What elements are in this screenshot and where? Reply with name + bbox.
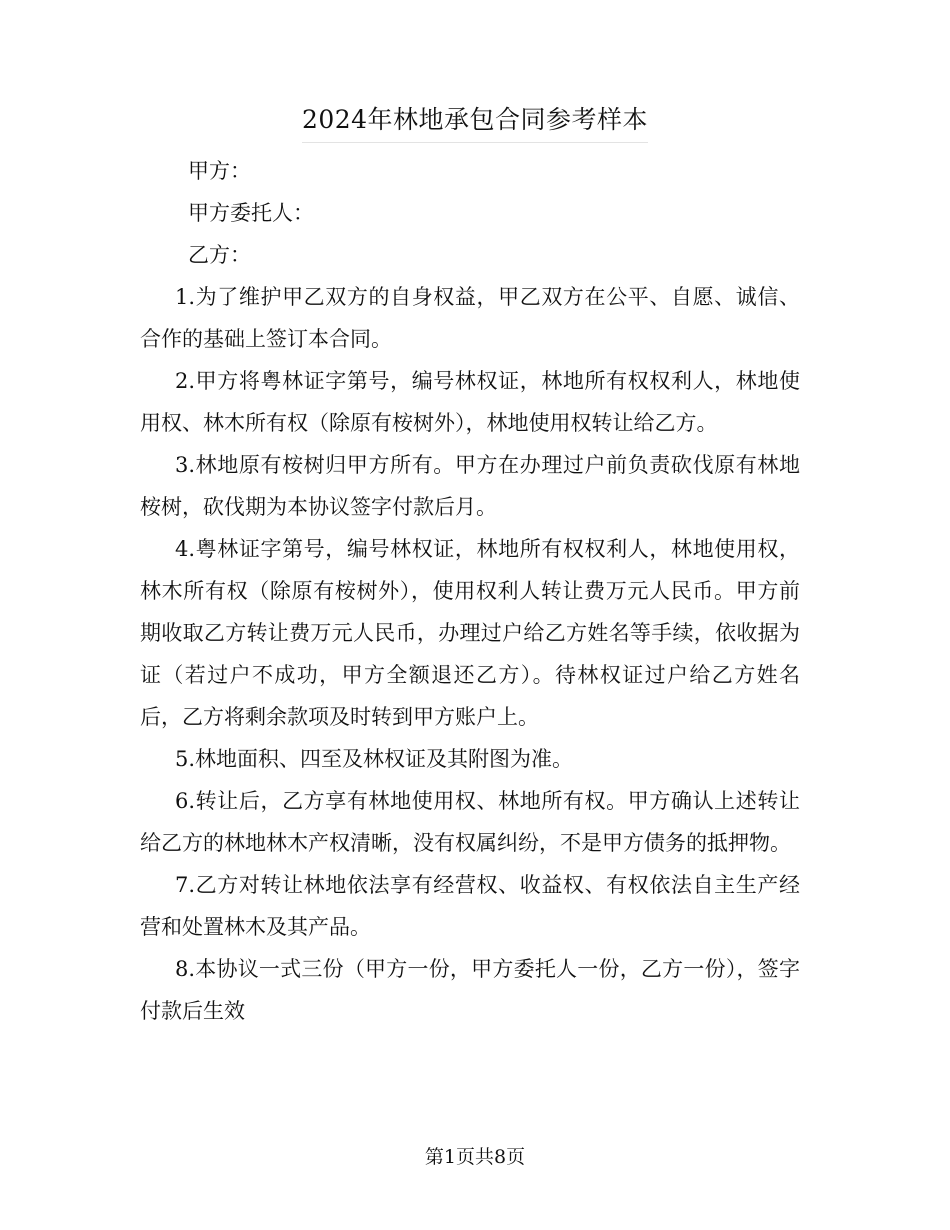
clause-3: 3.林地原有桉树归甲方所有。甲方在办理过户前负责砍伐原有林地桉树，砍伐期为本协议签字付款后月。	[140, 453, 800, 519]
party-a-agent: 甲方委托人：	[188, 201, 314, 225]
party-b: 乙方：	[188, 243, 251, 267]
clause-7: 7.乙方对转让林地依法享有经营权、收益权、有权依法自主生产经营和处置林木及其产品。	[140, 873, 800, 939]
document-body	[140, 150, 800, 1032]
clause-4: 4.粤林证字第号，编号林权证，林地所有权权利人，林地使用权，林木所有权（除原有桉树外），使用权利人转让费万元人民币。甲方前期收取乙方转让费万元人民币，办理过户给乙方姓名等手续，依收据为证（若过户不成功，甲方全额退还乙方）。待林权证过户给乙方姓名后，乙方将剩余款项及时转到甲方账户上。	[140, 537, 800, 729]
page-number: 第1页共8页	[424, 1146, 526, 1168]
document-title: 2024年林地承包合同参考样本	[302, 100, 648, 143]
clause-2: 2.甲方将粤林证字第号，编号林权证，林地所有权权利人，林地使用权、林木所有权（除原有桉树外），林地使用权转让给乙方。	[140, 369, 800, 435]
clause-6: 6.转让后，乙方享有林地使用权、林地所有权。甲方确认上述转让给乙方的林地林木产权清晰，没有权属纠纷，不是甲方债务的抵押物。	[140, 789, 800, 855]
party-a: 甲方：	[188, 159, 251, 183]
title-wrap	[0, 100, 950, 143]
clause-5: 5.林地面积、四至及林权证及其附图为准。	[175, 747, 574, 771]
clause-1: 1.为了维护甲乙双方的自身权益，甲乙双方在公平、自愿、诚信、合作的基础上签订本合同。	[140, 285, 800, 351]
clause-8: 8.本协议一式三份（甲方一份，甲方委托人一份，乙方一份），签字付款后生效	[140, 957, 800, 1023]
